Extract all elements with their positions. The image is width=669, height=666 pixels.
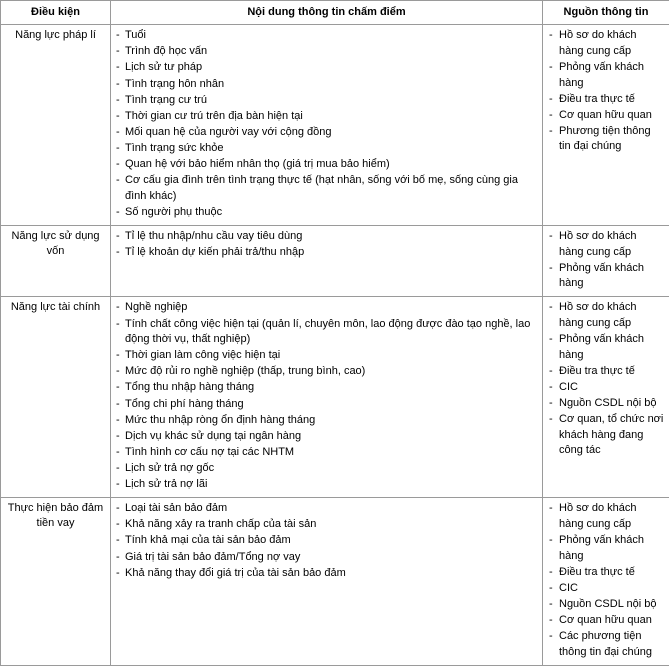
list-item: - Hồ sơ do khách hàng cung cấp — [548, 501, 664, 532]
source-cell — [543, 25, 669, 226]
content-cell — [111, 25, 543, 226]
list-item: - Phỏng vấn khách hàng — [548, 332, 664, 363]
list-item: - Trình độ học vấn — [116, 44, 537, 60]
source-list — [548, 28, 664, 155]
content-list — [116, 229, 537, 261]
list-item: - Tổng chi phí hàng tháng — [116, 397, 537, 413]
list-item: - Tổng thu nhập hàng tháng — [116, 380, 537, 396]
list-item: - Số người phụ thuộc — [116, 205, 537, 221]
list-item: - Nguồn CSDL nội bộ — [548, 597, 664, 613]
content-cell — [111, 225, 543, 296]
table-header — [1, 1, 669, 25]
content-list — [116, 28, 537, 220]
source-list — [548, 501, 664, 660]
list-item: - Tỉ lệ thu nhập/nhu cầu vay tiêu dùng — [116, 229, 537, 245]
list-item: - Giá trị tài sản bảo đảm/Tổng nợ vay — [116, 550, 537, 566]
list-item: - CIC — [548, 380, 664, 396]
content-cell — [111, 297, 543, 498]
table-row — [1, 225, 669, 296]
source-list — [548, 229, 664, 292]
list-item: - Cơ cấu gia đình trên tình trạng thực tế (hạt nhân, sống với bố mẹ, sống cùng gia đình khác) — [116, 173, 537, 204]
list-item: - Hồ sơ do khách hàng cung cấp — [548, 300, 664, 331]
list-item: - Cơ quan hữu quan — [548, 613, 664, 629]
table-row — [1, 297, 669, 498]
condition-cell: Năng lực sử dụng vốn — [1, 225, 111, 296]
content-list — [116, 300, 537, 492]
list-item: - Mức độ rủi ro nghề nghiệp (thấp, trung bình, cao) — [116, 364, 537, 380]
list-item: - Tính khả mại của tài sản bảo đảm — [116, 533, 537, 549]
list-item: - Khả năng thay đổi giá trị của tài sản bảo đảm — [116, 566, 537, 582]
list-item: - Tuổi — [116, 28, 537, 44]
table-body — [1, 25, 669, 666]
content-list — [116, 501, 537, 581]
list-item: - Thời gian cư trú trên địa bàn hiện tại — [116, 109, 537, 125]
list-item: - Tình trạng sức khỏe — [116, 141, 537, 157]
list-item: - Cơ quan hữu quan — [548, 108, 664, 124]
source-cell — [543, 225, 669, 296]
column-header-source: Nguồn thông tin — [543, 1, 669, 25]
list-item: - Loại tài sản bảo đảm — [116, 501, 537, 517]
condition-cell: Năng lực pháp lí — [1, 25, 111, 226]
list-item: - Quan hệ với bảo hiểm nhân thọ (giá trị mua bảo hiểm) — [116, 157, 537, 173]
list-item: - Các phương tiện thông tin đại chúng — [548, 629, 664, 660]
list-item: - Dịch vụ khác sử dụng tại ngân hàng — [116, 429, 537, 445]
list-item: - Cơ quan, tổ chức nơi khách hàng đang công tác — [548, 412, 664, 459]
list-item: - Phỏng vấn khách hàng — [548, 533, 664, 564]
list-item: - Phương tiện thông tin đại chúng — [548, 124, 664, 155]
list-item: - Tình hình cơ cấu nợ tại các NHTM — [116, 445, 537, 461]
list-item: - Điều tra thực tế — [548, 565, 664, 581]
list-item: - Điều tra thực tế — [548, 92, 664, 108]
list-item: - Tình trạng hôn nhân — [116, 77, 537, 93]
list-item: - Lịch sử tư pháp — [116, 60, 537, 76]
list-item: - Mối quan hệ của người vay với cộng đồng — [116, 125, 537, 141]
list-item: - Hồ sơ do khách hàng cung cấp — [548, 28, 664, 59]
list-item: - Phỏng vấn khách hàng — [548, 261, 664, 292]
list-item: - Lịch sử trả nợ lãi — [116, 477, 537, 493]
list-item: - Thời gian làm công việc hiện tại — [116, 348, 537, 364]
list-item: - Tỉ lệ khoản dự kiến phải trả/thu nhập — [116, 245, 537, 261]
list-item: - Mức thu nhập ròng ổn định hàng tháng — [116, 413, 537, 429]
source-list — [548, 300, 664, 459]
condition-cell: Thực hiện bảo đảm tiền vay — [1, 498, 111, 666]
list-item: - Khả năng xảy ra tranh chấp của tài sản — [116, 517, 537, 533]
column-header-condition: Điều kiện — [1, 1, 111, 25]
source-cell — [543, 297, 669, 498]
list-item: - Phỏng vấn khách hàng — [548, 60, 664, 91]
list-item: - Tình trạng cư trú — [116, 93, 537, 109]
list-item: - Lịch sử trả nợ gốc — [116, 461, 537, 477]
condition-cell: Năng lực tài chính — [1, 297, 111, 498]
table-row — [1, 25, 669, 226]
list-item: - Nghề nghiệp — [116, 300, 537, 316]
column-header-content: Nội dung thông tin chấm điểm — [111, 1, 543, 25]
list-item: - Tính chất công việc hiện tại (quản lí, chuyên môn, lao động được đào tạo nghề, lao động thời vụ, thất nghiệp) — [116, 317, 537, 348]
list-item: - Nguồn CSDL nội bộ — [548, 396, 664, 412]
list-item: - CIC — [548, 581, 664, 597]
table-header-row — [1, 1, 669, 25]
list-item: - Hồ sơ do khách hàng cung cấp — [548, 229, 664, 260]
list-item: - Điều tra thực tế — [548, 364, 664, 380]
